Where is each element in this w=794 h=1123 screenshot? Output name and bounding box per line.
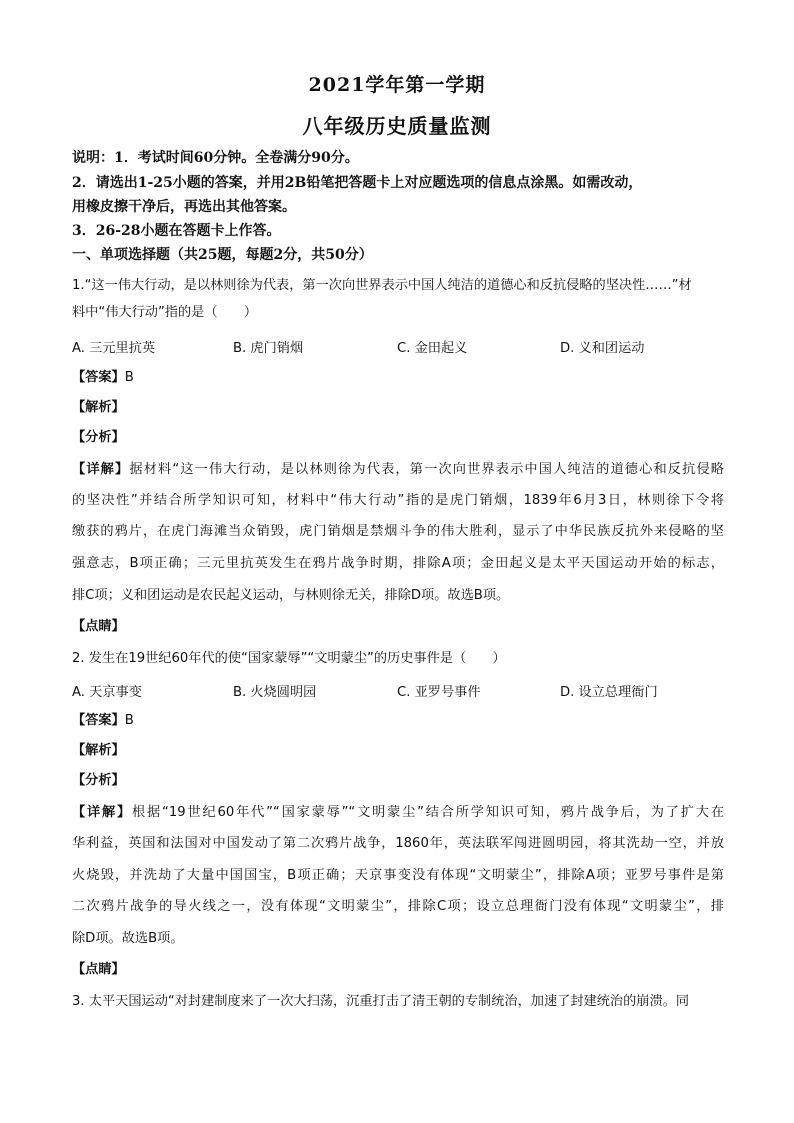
q1-jiexi-label: 【解析】: [72, 400, 125, 415]
q1-option-c: C. 金田起义: [397, 341, 468, 356]
q2-fenxi-label: 【分析】: [72, 773, 125, 788]
q1-detail-line-5: 排C项；义和团运动是农民起义运动，与林则徐无关，排除D项。故选B项。: [72, 588, 510, 603]
q2-detail-line-3: 火烧毁，并洗劫了大量中国国宝，B项正确；天京事变没有体现“文明蒙尘”，排除A项；亚罗号事件是第: [72, 868, 724, 883]
q1-option-b: B. 虎门销烟: [233, 341, 304, 356]
instruction-line-4: 3．26-28小题在答题卡上作答。: [72, 223, 281, 239]
q1-fenxi-label: 【分析】: [72, 430, 125, 445]
q1-detail-line-3: 缴获的鸦片，在虎门海滩当众销毁，虎门销烟是禁烟斗争的伟大胜利，显示了中华民族反抗外来侵略的坚: [72, 524, 724, 539]
instruction-line-1: 说明：1．考试时间60分钟。全卷满分90分。: [72, 150, 359, 166]
q1-stem-line-1: 1.“这一伟大行动，是以林则徐为代表，第一次向世界表示中国人纯洁的道德心和反抗侵略的坚决性……”材: [72, 278, 692, 293]
q2-jiexi-label: 【解析】: [72, 743, 125, 758]
q2-detail-line-5: 除D项。故选B项。: [72, 931, 184, 946]
q1-option-a: A. 三元里抗英: [72, 341, 156, 356]
q1-answer: 【答案】B: [72, 370, 134, 385]
instruction-line-3: 用橡皮擦干净后，再选出其他答案。: [72, 199, 296, 215]
q1-option-d: D. 义和团运动: [560, 341, 645, 356]
q2-stem-line-1: 2. 发生在19世纪60年代的使“国家蒙辱”“文明蒙尘”的历史事件是（ ）: [72, 651, 506, 666]
section-heading: 一、单项选择题（共25题，每题2分，共50分）: [72, 247, 373, 263]
q2-option-c: C. 亚罗号事件: [397, 685, 481, 700]
q2-detail-line-2: 华利益，英国和法国对中国发动了第二次鸦片战争，1860年，英法联军闯进圆明园，将其洗劫一空，并放: [72, 836, 724, 851]
q1-detail-line-1: 【详解】据材料“这一伟大行动，是以林则徐为代表，第一次向世界表示中国人纯洁的道德心和反抗侵略: [72, 462, 724, 477]
q2-option-d: D. 设立总理衙门: [560, 685, 658, 700]
instruction-line-2: 2．请选出1-25小题的答案，并用2B铅笔把答题卡上对应题选项的信息点涂黑。如需改动，: [72, 175, 643, 191]
q2-detail-line-1: 【详解】根据“19世纪60年代”“国家蒙辱”“文明蒙尘”结合所学知识可知，鸦片战争后，为了扩大在: [72, 805, 725, 820]
q1-stem-line-2: 料中“伟大行动”指的是（ ）: [72, 305, 258, 320]
q2-detail-line-4: 二次鸦片战争的导火线之一，没有体现“文明蒙尘”，排除C项；设立总理衙门没有体现“文明蒙尘”，排: [72, 899, 724, 914]
q1-dianjing-label: 【点睛】: [72, 619, 125, 634]
q3-stem-line-1: 3. 太平天国运动“对封建制度来了一次大扫荡，沉重打击了清王朝的专制统治，加速了封建统治的崩溃。同: [72, 994, 690, 1009]
q2-option-a: A. 天京事变: [72, 685, 142, 700]
exam-term-title: 2021学年第一学期: [308, 74, 486, 96]
q2-dianjing-label: 【点睛】: [72, 962, 125, 977]
q2-answer: 【答案】B: [72, 713, 134, 728]
q1-detail-line-4: 强意志，B项正确；三元里抗英发生在鸦片战争时期，排除A项；金田起义是太平天国运动开始的标志，: [72, 556, 724, 571]
q1-detail-line-2: 的坚决性”并结合所学知识可知，材料中“伟大行动”指的是虎门销烟，1839年6月3日，林则徐下令将: [72, 493, 724, 508]
q2-option-b: B. 火烧圆明园: [233, 685, 317, 700]
exam-subject-title: 八年级历史质量监测: [302, 114, 492, 138]
